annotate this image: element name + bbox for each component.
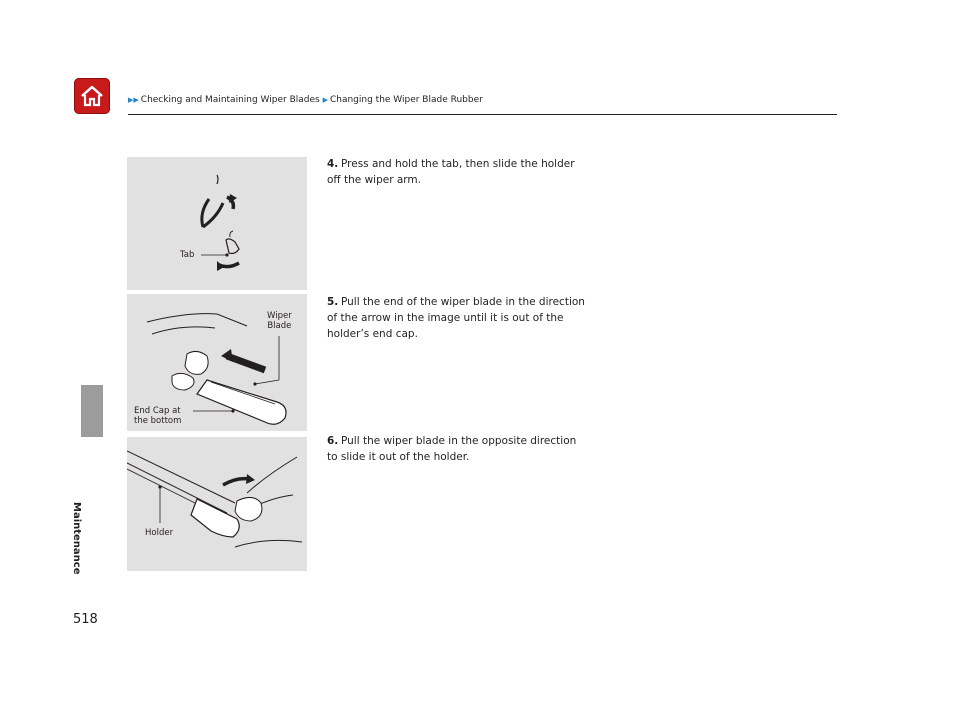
home-icon [78,82,106,110]
wiper-blade-label [267,311,292,331]
breadcrumb-arrow-icon: ▶ [322,96,328,104]
step-text: Pull the wiper blade in the opposite direction to slide it out of the holder. [327,435,577,463]
breadcrumb-arrow-icon: ▶▶ [128,96,139,104]
end-cap-label [134,406,181,426]
step-number: 4. [327,158,339,170]
wiper-blade-label-line: Blade [267,321,292,331]
figure-pull-blade [127,294,307,431]
holder-label: Holder [145,528,174,538]
figure-press-tab [127,157,307,290]
step-5 [327,294,587,342]
breadcrumb-item[interactable]: Checking and Maintaining Wiper Blades [140,95,320,105]
wiper-arm-illustration [127,157,307,290]
header-divider [128,114,837,115]
step-4 [327,156,587,188]
section-tab-marker [81,385,103,437]
step-number: 5. [327,296,339,308]
section-label: Maintenance [71,502,82,575]
breadcrumb-item[interactable]: Changing the Wiper Blade Rubber [329,95,483,105]
step-number: 6. [327,435,339,447]
page-number: 518 [73,612,98,627]
tab-label: Tab [180,250,195,260]
wiper-blade-label-line: Wiper [267,311,292,321]
figure-slide-out [127,437,307,571]
end-cap-label-line: End Cap at [134,406,181,416]
home-button[interactable] [74,78,110,114]
wiper-holder-illustration [127,437,307,571]
end-cap-label-line: the bottom [134,416,182,426]
breadcrumb [128,95,483,105]
step-6 [327,433,587,465]
step-text: Press and hold the tab, then slide the holder off the wiper arm. [327,158,575,186]
step-text: Pull the end of the wiper blade in the direction of the arrow in the image until it is out of the holder’s end cap. [327,296,585,340]
